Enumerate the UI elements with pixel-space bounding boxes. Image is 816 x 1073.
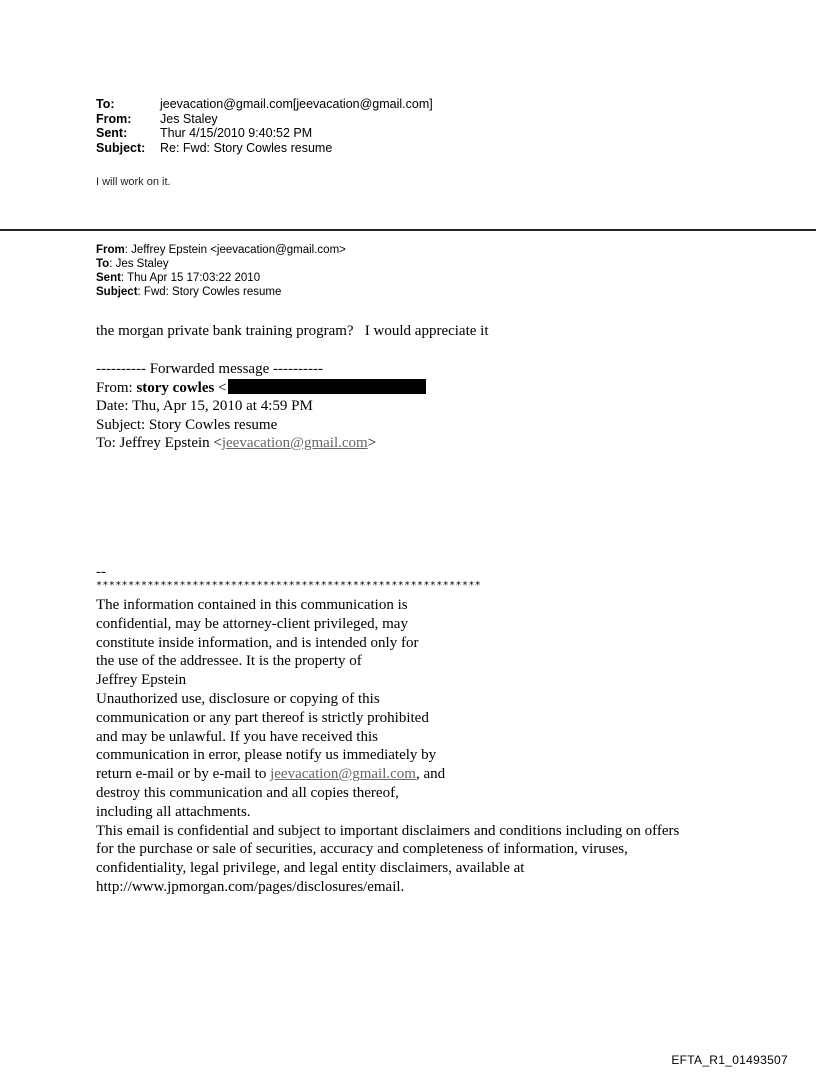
forwarded-block	[96, 360, 426, 453]
disclaimer-line: for the purchase or sale of securities, accuracy and completeness of information, viruses,	[96, 841, 628, 858]
orig-to-row	[96, 257, 346, 271]
orig-sent-label: Sent	[96, 272, 121, 284]
disclaimer-line: constitute inside information, and is intended only for	[96, 634, 419, 651]
orig-sent-value: : Thu Apr 15 17:03:22 2010	[120, 272, 261, 284]
orig-subject-value: : Fwd: Story Cowles resume	[137, 286, 282, 298]
return-prefix: return e-mail or by e-mail to	[96, 766, 271, 783]
stars-line: ************************************************************	[96, 580, 482, 591]
disclaimer	[96, 596, 679, 897]
forward-from-name: story cowles	[136, 379, 215, 396]
disclaimer-line: the use of the addressee. It is the property of	[96, 653, 362, 670]
disclaimer-line: The information contained in this communication is	[96, 597, 408, 613]
orig-from-value: : Jeffrey Epstein <jeevacation@gmail.com>	[124, 244, 346, 256]
disclaimer-line: This email is confidential and subject to important disclaimers and conditions including on offers	[96, 822, 680, 839]
reply-sent-row	[96, 126, 433, 141]
subject-value: Re: Fwd: Story Cowles resume	[160, 140, 333, 155]
original-body: the morgan private bank training program? I would appreciate it	[96, 323, 489, 339]
forward-date: Date: Thu, Apr 15, 2010 at 4:59 PM	[96, 398, 313, 414]
disclaimer-line: communication or any part thereof is strictly prohibited	[96, 709, 429, 726]
to-value: jeevacation@gmail.com[jeevacation@gmail.com]	[160, 97, 433, 111]
from-value: Jes Staley	[160, 111, 218, 126]
disclaimer-line: confidential, may be attorney-client privileged, may	[96, 615, 408, 632]
orig-subject-label: Subject	[96, 286, 138, 298]
subject-label: Subject:	[96, 140, 146, 155]
disclaimer-line: communication in error, please notify us immediately by	[96, 747, 437, 764]
sent-label: Sent:	[96, 126, 128, 140]
original-header	[96, 243, 346, 299]
forward-to-suffix: >	[367, 435, 377, 451]
disclaimer-line: Unauthorized use, disclosure or copying of this	[96, 690, 380, 707]
reply-subject-row	[96, 141, 433, 156]
forward-from-bracket: <	[214, 379, 227, 396]
reply-to-row	[96, 97, 433, 112]
from-label: From:	[96, 111, 132, 126]
return-suffix: , and	[415, 766, 446, 783]
disclaimer-return-line	[96, 765, 679, 784]
orig-from-label: From	[96, 244, 125, 256]
orig-sent-row	[96, 271, 346, 285]
disclaimer-line: confidentiality, legal privilege, and legal entity disclaimers, available at	[96, 860, 525, 877]
reply-from-row	[96, 112, 433, 127]
forward-separator: ---------- Forwarded message ----------	[96, 361, 323, 377]
forward-from-prefix: From:	[96, 379, 137, 396]
disclaimer-line: Jeffrey Epstein	[96, 672, 187, 689]
redaction-bar	[228, 379, 426, 394]
forward-from-row	[96, 379, 426, 398]
divider	[0, 229, 816, 231]
orig-to-value: : Jes Staley	[109, 258, 169, 270]
orig-from-row	[96, 243, 346, 257]
forward-to-prefix: To: Jeffrey Epstein <	[96, 435, 222, 451]
forward-subject: Subject: Story Cowles resume	[96, 416, 278, 433]
reply-body: I will work on it.	[96, 176, 171, 188]
disclaimer-line: including all attachments.	[96, 803, 251, 820]
orig-to-label: To	[96, 258, 110, 270]
to-label: To:	[96, 97, 115, 111]
signature-dash: --	[96, 564, 106, 580]
orig-subject-row	[96, 285, 346, 299]
return-email-link[interactable]: jeevacation@gmail.com	[270, 766, 416, 783]
reply-header	[96, 97, 433, 155]
forward-to-row	[96, 434, 426, 453]
forward-to-link[interactable]: jeevacation@gmail.com	[221, 435, 368, 451]
disclaimer-line: and may be unlawful. If you have received this	[96, 728, 378, 745]
footer-doc-id: EFTA_R1_01493507	[671, 1053, 788, 1067]
disclaimer-line: destroy this communication and all copies thereof,	[96, 784, 399, 801]
sent-value: Thur 4/15/2010 9:40:52 PM	[160, 126, 313, 140]
disclaimer-line: http://www.jpmorgan.com/pages/disclosures/email.	[96, 878, 405, 895]
